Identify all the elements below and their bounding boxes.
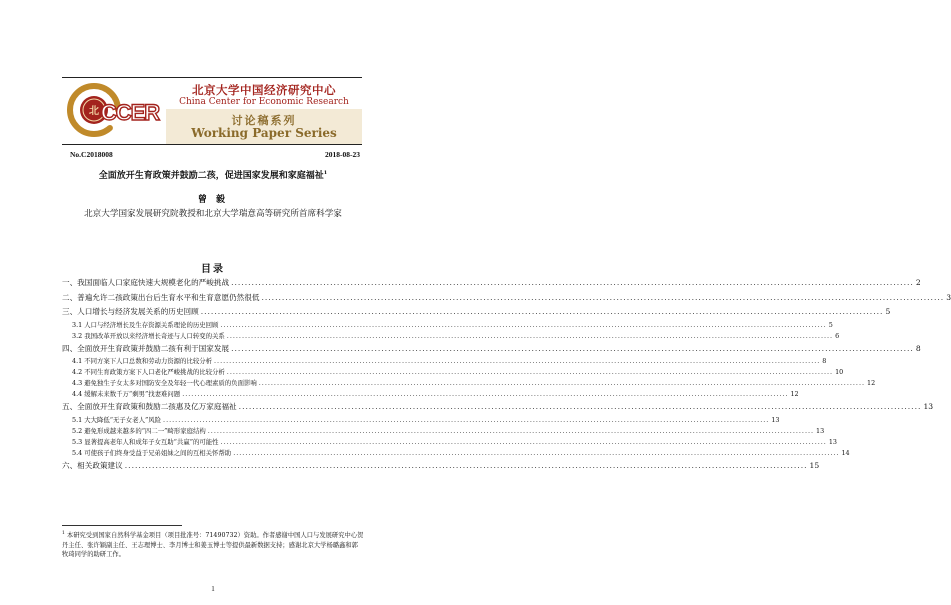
toc-item[interactable] <box>62 459 820 474</box>
center-name-cn: 北京大学中国经济研究中心 <box>192 83 336 97</box>
working-paper-header <box>62 77 362 145</box>
toc-item-page: 2 <box>915 278 921 287</box>
title-footnote-mark[interactable]: 1 <box>323 170 328 176</box>
footnote <box>62 529 364 560</box>
toc-dot-leader: ........................................................................................................................................................................................................ <box>207 426 815 435</box>
paper-meta <box>62 150 362 162</box>
toc-item-page: 13 <box>828 437 837 446</box>
toc-item[interactable] <box>62 389 799 400</box>
toc-item[interactable] <box>62 356 827 367</box>
series-name-en: Working Paper Series <box>191 126 337 140</box>
toc-dot-leader: ........................................................................................................................................................................................................ <box>238 402 922 411</box>
toc-item-label: 5.2 避免形成越来越多的“四二一”畸形家庭结构 <box>72 426 206 435</box>
toc-item[interactable] <box>62 426 825 437</box>
toc-item[interactable] <box>62 342 921 357</box>
toc-item-page: 13 <box>816 426 825 435</box>
page-number: 1 <box>211 585 215 593</box>
toc-item[interactable] <box>62 331 840 342</box>
footnote-mark: 1 <box>62 531 65 536</box>
toc-item-page: 6 <box>835 331 840 340</box>
toc-item-label: 5.4 可使孩子们终身受益于兄弟姐妹之间的互相关怀帮助 <box>72 448 232 457</box>
series-band <box>166 109 362 144</box>
toc-item[interactable] <box>62 378 876 389</box>
toc-item-label: 二、普遍允许二孩政策出台后生育水平和生育意愿仍然很低 <box>62 292 260 302</box>
toc-item[interactable] <box>62 400 934 415</box>
toc-item[interactable] <box>62 448 850 459</box>
table-of-contents <box>62 276 951 473</box>
author-name: 曾 毅 <box>197 195 229 205</box>
paper-date: 2018-08-23 <box>325 150 360 159</box>
toc-item-label: 三、人口增长与经济发展关系的历史回顾 <box>62 307 199 316</box>
paper-title <box>40 168 386 181</box>
toc-item-label: 六、相关政策建议 <box>62 460 123 470</box>
footnote-divider <box>62 525 182 526</box>
toc-dot-leader: ........................................................................................................................................................................................................ <box>220 437 827 446</box>
toc-heading: 目录 <box>201 264 225 275</box>
toc-dot-leader: ........................................................................................................................................................................................................ <box>124 460 808 470</box>
toc-dot-leader: ........................................................................................................................................................................................................ <box>220 320 827 329</box>
toc-item-label: 4.1 不同方案下人口总数和劳动力资源的比较分析 <box>72 357 213 365</box>
toc-item[interactable] <box>62 276 921 291</box>
toc-item-page: 8 <box>822 357 827 365</box>
toc-item-label: 一、我国面临人口家庭快速大规模老化的严峻挑战 <box>62 278 230 287</box>
toc-item-page: 12 <box>867 379 876 387</box>
toc-item-page: 5 <box>885 307 891 316</box>
toc-dot-leader: ........................................................................................................................................................................................................ <box>258 379 866 387</box>
ccer-logo <box>64 80 162 140</box>
toc-item-page: 15 <box>809 460 820 470</box>
logo-seal-text: 北 <box>89 106 99 117</box>
toc-item[interactable] <box>62 367 844 378</box>
toc-item-page: 10 <box>835 368 844 376</box>
toc-item[interactable] <box>62 415 780 426</box>
toc-item[interactable] <box>62 437 837 448</box>
paper-number: No.C2018008 <box>70 150 113 159</box>
toc-item-page: 14 <box>841 448 850 457</box>
toc-item-label: 四、全面放开生育政策并鼓励二孩有利于国家发展 <box>62 343 230 353</box>
toc-item-page: 13 <box>771 415 780 424</box>
toc-dot-leader: ........................................................................................................................................................................................................ <box>214 357 821 365</box>
toc-dot-leader: ........................................................................................................................................................................................................ <box>261 292 945 302</box>
toc-item-page: 8 <box>915 343 921 353</box>
toc-item-label: 4.4 缓解未来数千万“剩男”找妻难问题 <box>72 390 181 398</box>
toc-dot-leader: ........................................................................................................................................................................................................ <box>233 448 840 457</box>
toc-item-page: 12 <box>790 390 799 398</box>
toc-dot-leader: ........................................................................................................................................................................................................ <box>226 368 834 376</box>
toc-dot-leader: ........................................................................................................................................................................................................ <box>200 307 884 316</box>
toc-item-label: 3.2 我国改革开放以来经济增长奇迹与人口转变的关系 <box>72 331 225 340</box>
toc-item-label: 5.1 大大降低“无子女老人”风险 <box>72 415 162 424</box>
toc-item-page: 3 <box>946 292 951 302</box>
toc-item-label: 3.1 人口与经济增长及生存资源关系理论的历史回顾 <box>72 320 219 329</box>
toc-dot-leader: ........................................................................................................................................................................................................ <box>231 343 914 353</box>
toc-item[interactable] <box>62 320 833 331</box>
paper-title-text: 全面放开生育政策并鼓励二孩，促进国家发展和家庭福祉 <box>98 171 324 181</box>
toc-item-page: 5 <box>828 320 833 329</box>
toc-item-label: 5.3 显著提高老年人和成年子女互助“共赢”的可能性 <box>72 437 219 446</box>
toc-item[interactable] <box>62 291 951 306</box>
toc-dot-leader: ........................................................................................................................................................................................................ <box>231 278 914 287</box>
toc-dot-leader: ........................................................................................................................................................................................................ <box>226 331 834 340</box>
toc-dot-leader: ........................................................................................................................................................................................................ <box>163 415 770 424</box>
toc-dot-leader: ........................................................................................................................................................................................................ <box>182 390 789 398</box>
center-name-en: China Center for Economic Research <box>179 97 349 107</box>
header-titles <box>166 78 362 144</box>
series-name-cn: 讨论稿系列 <box>231 114 297 127</box>
toc-item[interactable] <box>62 305 891 320</box>
toc-item-label: 4.3 避免独生子女太多对国防安全及年轻一代心理素质的负面影响 <box>72 379 257 387</box>
toc-item-label: 4.2 不同生育政策方案下人口老化严峻挑战的比较分析 <box>72 368 225 376</box>
toc-item-page: 13 <box>923 402 934 411</box>
footnote-text: 本研究受到国家自然科学基金项目（项目批准号：71490732）资助。作者感谢中国人口与发展研究中心贺丹主任、张许颖副主任、王志理博士、李月博士和姜玉博士等提供最新数据支持；感谢北京大学杨璐鑫和郭牧琦同学的助研工作。 <box>62 532 364 559</box>
author-affiliation: 北京大学国家发展研究院教授和北京大学瑞意高等研究所首席科学家 <box>84 209 342 219</box>
logo-wordmark: CCER <box>100 100 160 125</box>
toc-item-label: 五、全面放开生育政策和鼓励二孩惠及亿万家庭福祉 <box>62 402 237 411</box>
